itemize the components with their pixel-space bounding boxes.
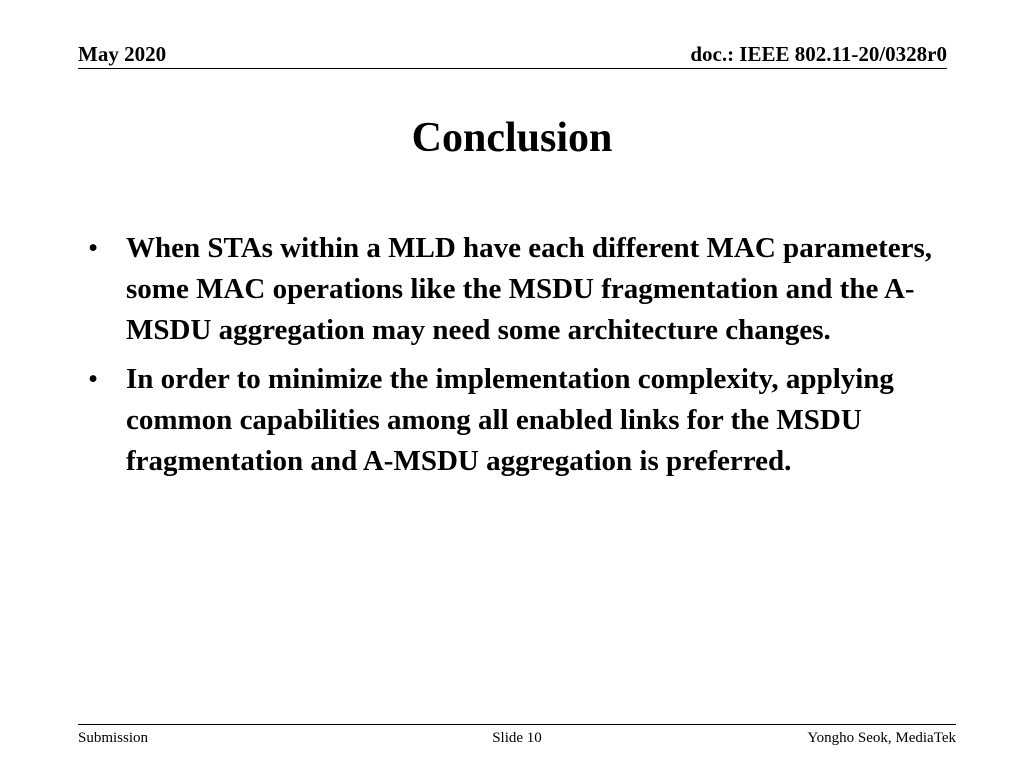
bullet-item: [80, 359, 960, 482]
bullet-text: When STAs within a MLD have each different MAC parameters, some MAC operations like the MSDU fragmentation and the A-MSDU aggregation may need some architecture changes.: [126, 232, 933, 346]
bullet-icon: •: [88, 232, 99, 264]
bullet-item: [80, 228, 960, 351]
footer-submission: Submission: [78, 730, 149, 746]
header-date: May 2020: [78, 42, 167, 66]
header-doc-id: doc.: IEEE 802.11-20/0328r0: [690, 42, 947, 66]
bullet-icon: •: [88, 363, 99, 395]
footer-author: Yongho Seok, MediaTek: [807, 730, 956, 746]
bullet-text: In order to minimize the implementation complexity, applying common capabilities among all enabled links for the MSDU fragmentation and A-MSDU aggregation is preferred.: [126, 363, 894, 477]
bullet-list: [80, 228, 960, 490]
slide-footer: [78, 724, 956, 751]
slide-header: [78, 40, 947, 69]
footer-slide-number: Slide 10: [492, 730, 542, 746]
slide-title: Conclusion: [411, 115, 613, 161]
